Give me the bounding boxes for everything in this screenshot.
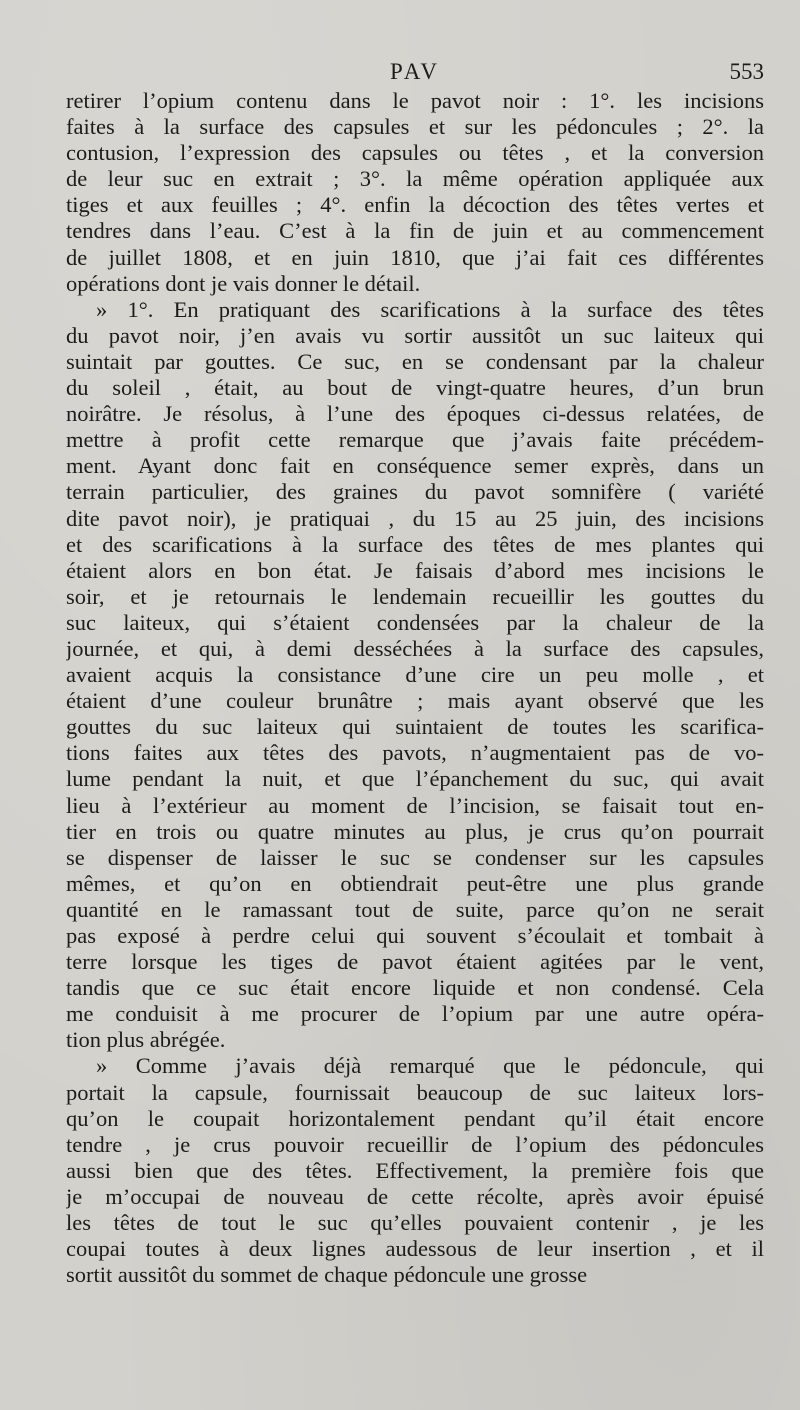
text-line: me conduisit à me procurer de l’opium par une autre opéra- xyxy=(66,1001,764,1027)
text-line: retirer l’opium contenu dans le pavot noir : 1°. les incisions xyxy=(66,88,764,113)
text-line: de juillet 1808, et en juin 1810, que j’ai fait ces différentes xyxy=(66,244,764,270)
text-line: je m’occupai de nouveau de cette récolte, après avoir épuisé xyxy=(66,1183,764,1209)
text-line: mêmes, et qu’on en obtiendrait peut-être une plus grande xyxy=(66,870,764,896)
text-line: terre lorsque les tiges de pavot étaient agitées par le vent, xyxy=(66,949,764,975)
text-line: dite pavot noir), je pratiquai , du 15 au 25 juin, des incisions xyxy=(66,505,764,531)
text-line: tendre , je crus pouvoir recueillir de l’opium des pédoncules xyxy=(66,1131,764,1157)
text-line: contusion, l’expression des capsules ou têtes , et la conversion xyxy=(66,140,764,166)
text-line: suintait par gouttes. Ce suc, en se condensant par la chaleur xyxy=(66,348,764,374)
text-line: suc laiteux, qui s’étaient condensées par la chaleur de la xyxy=(66,609,764,635)
text-line: et des scarifications à la surface des têtes de mes plantes qui xyxy=(66,531,764,557)
text-line: noirâtre. Je résolus, à l’une des époques ci-dessus relatées, de xyxy=(66,401,764,427)
text-line: coupai toutes à deux lignes audessous de leur insertion , et il xyxy=(66,1236,764,1262)
text-line: gouttes du suc laiteux qui suintaient de toutes les scarifica- xyxy=(66,714,764,740)
text-line: lume pendant la nuit, et que l’épanchement du suc, qui avait xyxy=(66,766,764,792)
text-line: sortit aussitôt du sommet de chaque pédoncule une grosse xyxy=(66,1262,588,1288)
text-line: lieu à l’extérieur au moment de l’incision, se faisait tout en- xyxy=(66,792,764,818)
text-line: tandis que ce suc était encore liquide et non condensé. Cela xyxy=(66,975,764,1001)
text-line: tion plus abrégée. xyxy=(66,1027,226,1053)
text-line: quantité en le ramassant tout de suite, parce qu’on ne serait xyxy=(66,896,764,922)
text-line: tier en trois ou quatre minutes au plus, je crus qu’on pourrait xyxy=(66,818,764,844)
text-line: de leur suc en extrait ; 3°. la même opération appliquée aux xyxy=(66,166,764,192)
body-text xyxy=(66,88,764,1288)
text-line: terrain particulier, des graines du pavot somnifère ( variété xyxy=(66,479,764,505)
text-line: tiges et aux feuilles ; 4°. enfin la décoction des têtes vertes et xyxy=(66,192,764,218)
text-line: se dispenser de laisser le suc se condenser sur les capsules xyxy=(66,844,764,870)
text-line: tendres dans l’eau. C’est à la fin de juin et au commencement xyxy=(66,218,764,244)
text-line: portait la capsule, fournissait beaucoup de suc laiteux lors- xyxy=(66,1079,764,1105)
text-line: avaient acquis la consistance d’une cire un peu molle , et xyxy=(66,662,764,688)
text-line: du soleil , était, au bout de vingt-quatre heures, d’un brun xyxy=(66,375,764,401)
text-line: opérations dont je vais donner le détail. xyxy=(66,270,421,296)
text-line: pas exposé à perdre celui qui souvent s’écoulait et tombait à xyxy=(66,923,764,948)
running-head: PAV xyxy=(390,59,440,84)
text-line: étaient alors en bon état. Je faisais d’abord mes incisions le xyxy=(66,557,764,583)
text-line: » 1°. En pratiquant des scarifications à la surface des têtes xyxy=(96,296,764,322)
text-line: les têtes de tout le suc qu’elles pouvaient contenir , je les xyxy=(66,1210,764,1236)
text-line: journée, et qui, à demi desséchées à la surface des capsules, xyxy=(66,635,764,661)
page-number: 553 xyxy=(729,59,764,84)
text-line: tions faites aux têtes des pavots, n’augmentaient pas de vo- xyxy=(66,740,764,766)
text-line: mettre à profit cette remarque que j’avais faite précédem- xyxy=(66,427,764,453)
text-line: du pavot noir, j’en avais vu sortir aussitôt un suc laiteux qui xyxy=(66,322,764,348)
page-header xyxy=(66,57,764,91)
text-line: étaient d’une couleur brunâtre ; mais ayant observé que les xyxy=(66,688,764,714)
text-line: faites à la surface des capsules et sur les pédoncules ; 2°. la xyxy=(66,114,764,140)
text-line: aussi bien que des têtes. Effectivement, la première fois que xyxy=(66,1157,764,1183)
text-line: qu’on le coupait horizontalement pendant qu’il était encore xyxy=(66,1105,764,1131)
text-line: soir, et je retournais le lendemain recueillir les gouttes du xyxy=(66,583,764,609)
text-line: » Comme j’avais déjà remarqué que le pédoncule, qui xyxy=(96,1053,764,1079)
text-line: ment. Ayant donc fait en conséquence semer exprès, dans un xyxy=(66,453,764,479)
